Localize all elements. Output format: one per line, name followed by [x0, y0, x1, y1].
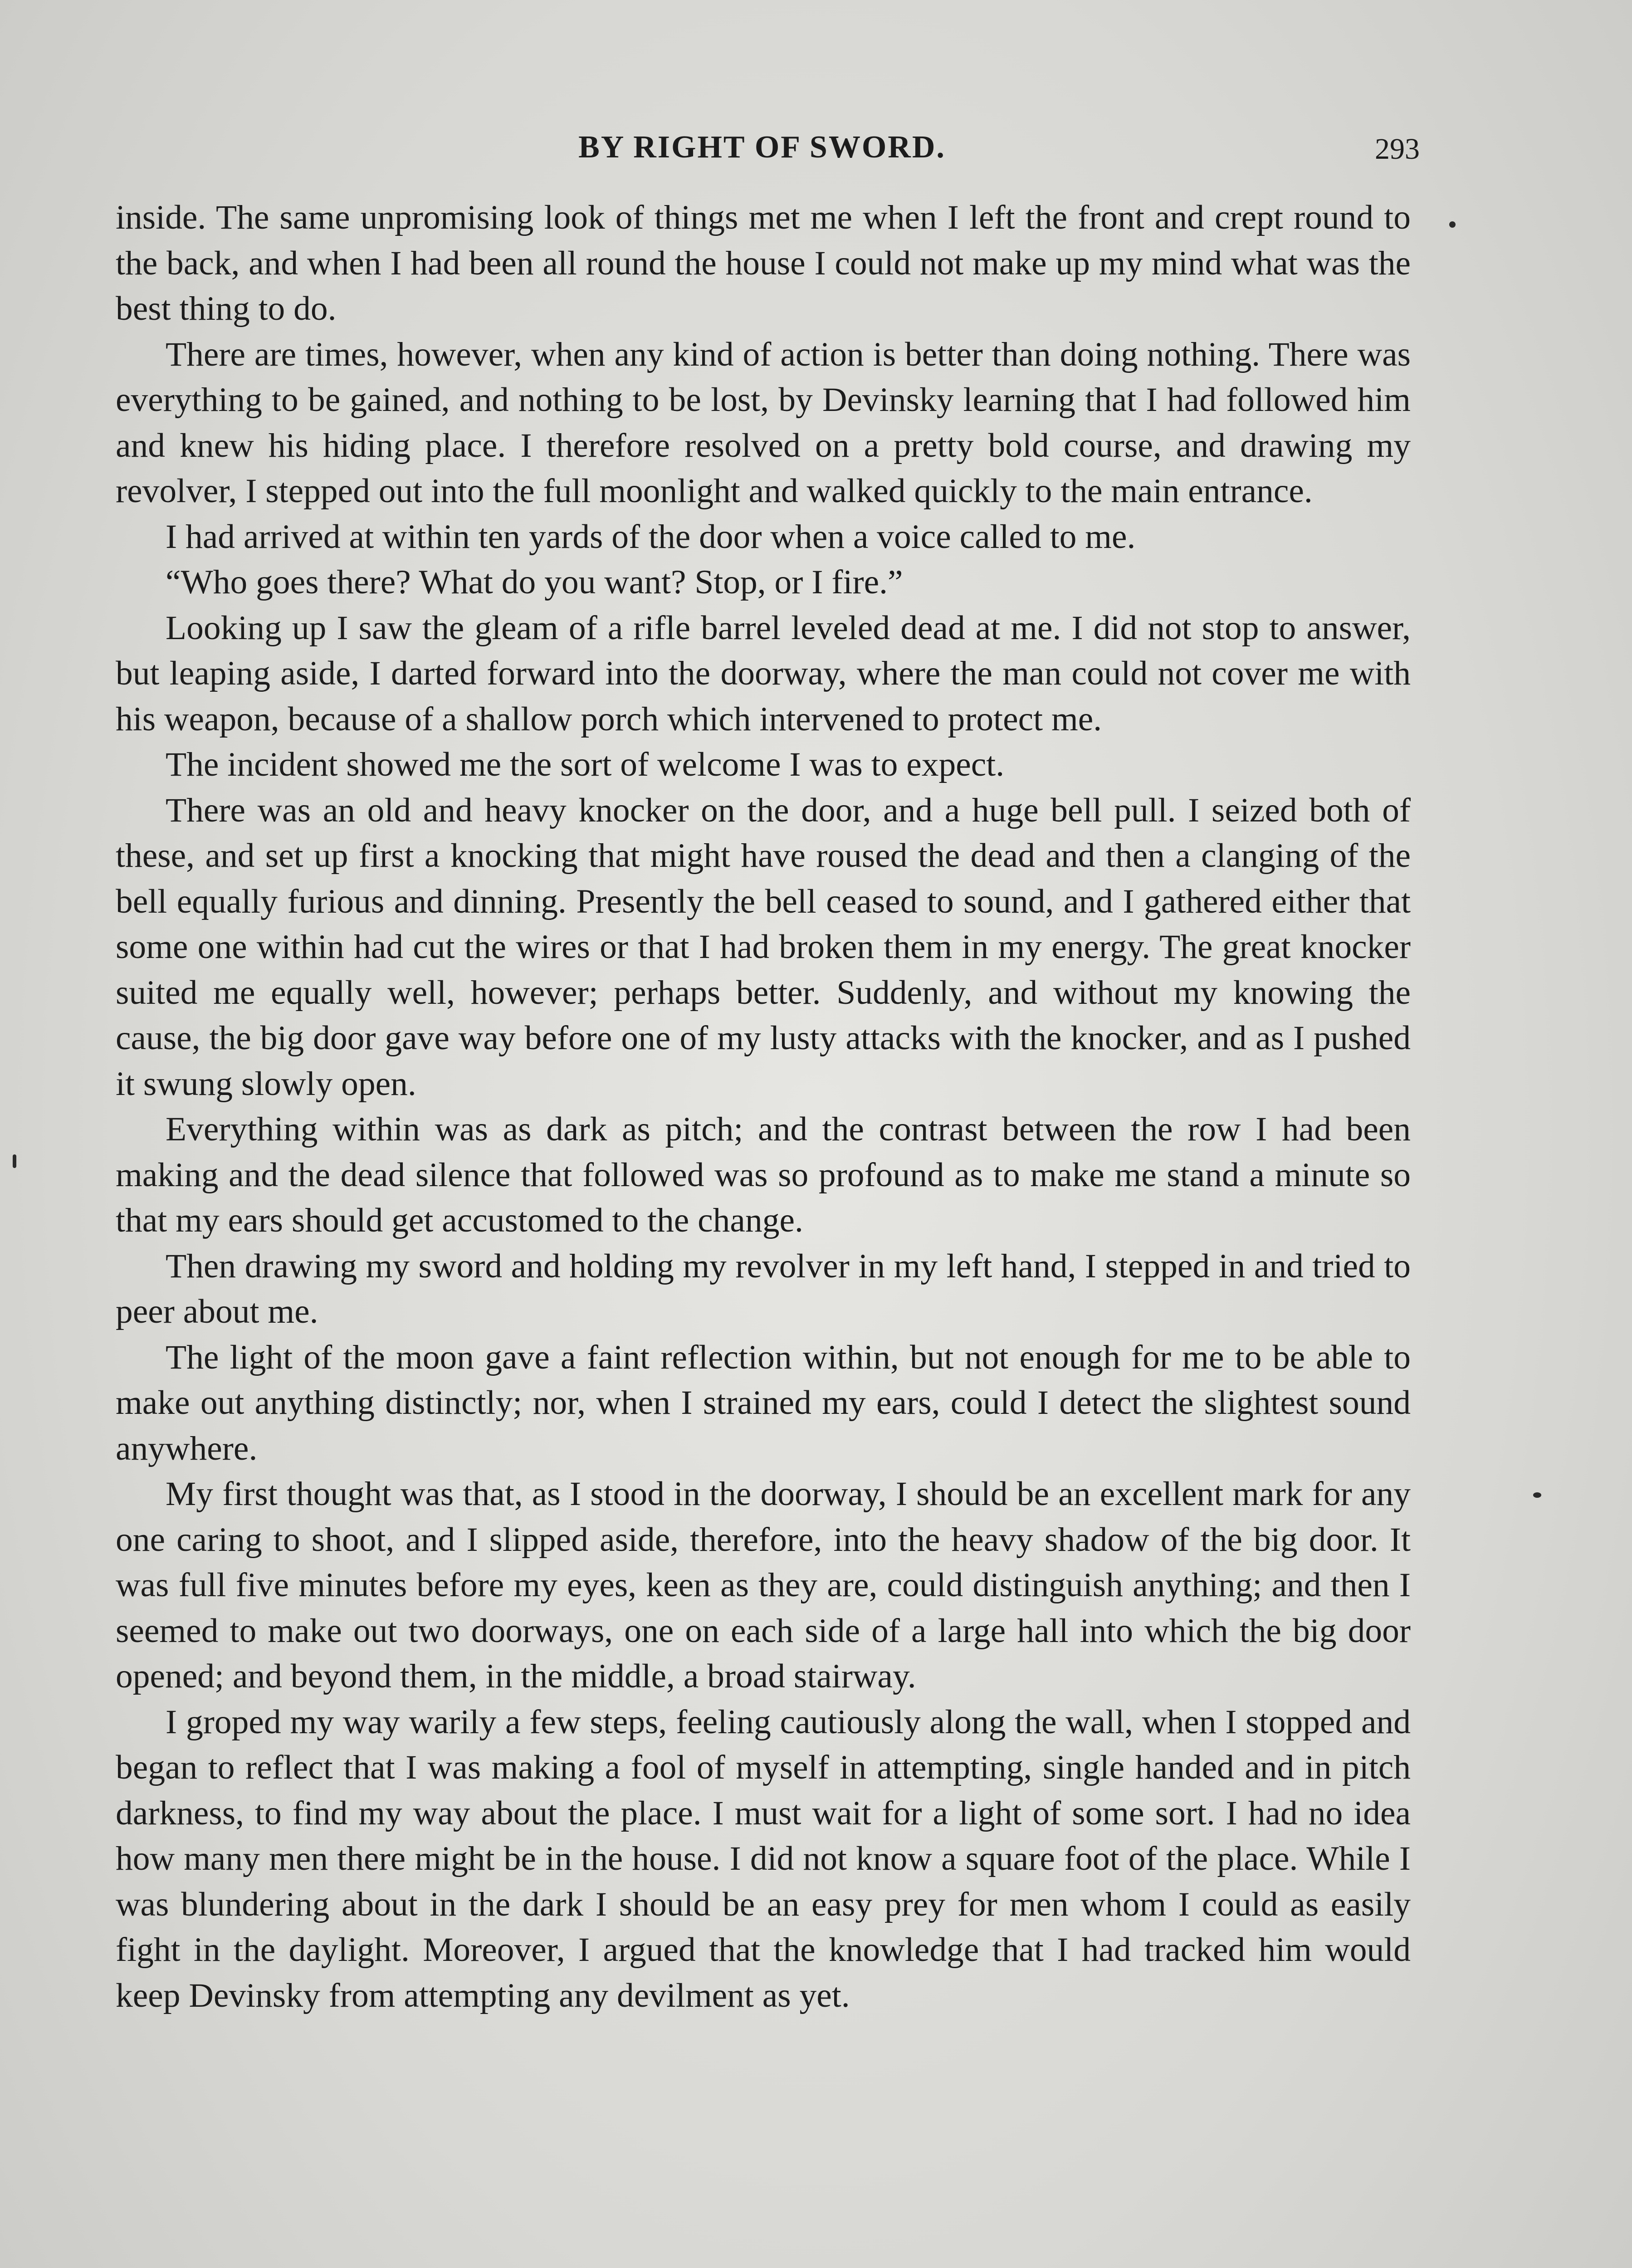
print-speck — [13, 1154, 16, 1168]
paragraph: My first thought was that, as I stood in the doorway, I should be an excellent mark for any one caring to shoot, and I slipped aside, therefore, into the heavy shadow of the big door. It was full five minutes before my eyes, keen as they are, could distinguish anything; and then I seemed to make out two doorways, one on each side of a large hall into which the big door opened; and beyond them, in the middle, a broad stairway. — [116, 1475, 1411, 1695]
paragraph: Looking up I saw the gleam of a rifle barrel leveled dead at me. I did not stop to answer, but leaping aside, I darted forward into the doorway, where the man could not cover me with his weapon, because of a shallow porch which intervened to protect me. — [116, 609, 1411, 738]
print-speck — [1533, 1492, 1541, 1498]
paragraph: There are times, however, when any kind of action is better than doing nothing. There was everything to be gained, and nothing to be lost, by Devinsky learning that I had followed him and knew his hiding place. I therefore resolved on a pretty bold course, and drawing my revolver, I stepped out into the full moonlight and walked quickly to the main entrance. — [116, 335, 1411, 510]
paragraph: There was an old and heavy knocker on the door, and a huge bell pull. I seized both of these, and set up first a knocking that might have roused the dead and then a clanging of the bell equally furious and dinning. Presently the bell ceased to sound, and I gathered either that some one within had cut the wires or that I had broken them in my energy. The great knocker suited me equally well, however; perhaps better. Suddenly, and without my knowing the cause, the big door gave way before one of my lusty attacks with the knocker, and as I pushed it swung slowly open. — [116, 791, 1411, 1103]
running-title: BY RIGHT OF SWORD. — [578, 130, 946, 165]
page-number: 293 — [1375, 132, 1420, 166]
paragraph: The light of the moon gave a faint reflection within, but not enough for me to be able to make out anything distinctly; nor, when I strained my ears, could I detect the slightest sound anywhere. — [116, 1338, 1411, 1467]
paragraph: inside. The same unpromising look of things met me when I left the front and crept round to the back, and when I had been all round the house I could not make up my mind what was the best thing to do. — [116, 199, 1411, 327]
paragraph: The incident showed me the sort of welcome I was to expect. — [166, 746, 1005, 783]
paragraph: Everything within was as dark as pitch; and the contrast between the row I had been making and the dead silence that followed was so profound as to make me stand a minute so that my ears should get accustomed to the change. — [116, 1110, 1411, 1239]
paragraph: I had arrived at within ten yards of the door when a voice called to me. — [166, 518, 1136, 556]
body-text — [116, 195, 1411, 2019]
paragraph: I groped my way warily a few steps, feeling cautiously along the wall, when I stopped and began to reflect that I was making a fool of myself in attempting, single handed and in pitch darkness, to find my way about the place. I must wait for a light of some sort. I had no idea how many men there might be in the house. I did not know a square foot of the place. While I was blundering about in the dark I should be an easy prey for men whom I could as easily fight in the daylight. Moreover, I argued that the knowledge that I had tracked him would keep Devinsky from attempting any devilment as yet. — [116, 1703, 1411, 2014]
paragraph: Then drawing my sword and holding my revolver in my left hand, I stepped in and tried to peer about me. — [116, 1247, 1411, 1330]
page-header — [109, 129, 1420, 179]
print-speck — [1449, 221, 1456, 228]
paragraph: “Who goes there? What do you want? Stop, or I fire.” — [166, 563, 903, 601]
